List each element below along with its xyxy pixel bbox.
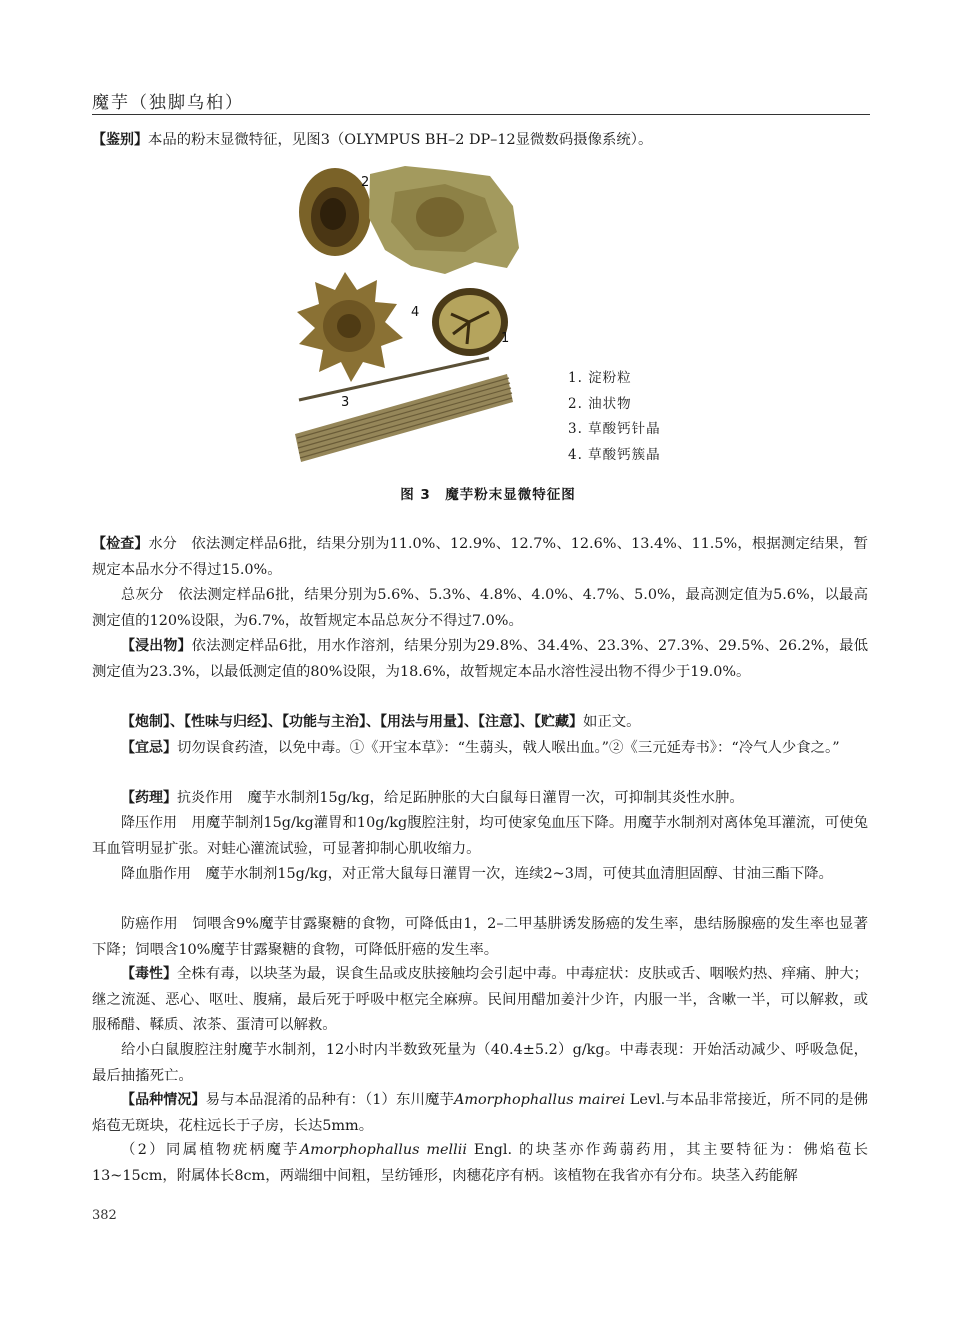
header-title: 魔芋（独脚乌桕）: [92, 93, 244, 113]
hypotensive-text: 用魔芋制剂15g/kg灌胃和10g/kg腹腔注射，均可使家兔血压下降。用魔芋水制剂对离体兔耳灌流，可使兔耳血管明显扩张。对蛙心灌流试验，可显著抑制心肌收缩力。: [92, 815, 868, 857]
toxicity-paragraph-2: [92, 1038, 868, 1089]
identification-paragraph: [92, 128, 868, 154]
hypotensive-paragraph: [92, 811, 868, 862]
figure-number-2: 2: [361, 175, 370, 190]
anti-inflammatory-subhead: 抗炎作用: [177, 790, 233, 806]
legend-item: 4. 草酸钙簇晶: [568, 446, 661, 463]
lipid-paragraph: [92, 862, 868, 888]
inspection-paragraph: [92, 532, 868, 583]
anti-inflammatory-paragraph: [92, 786, 868, 812]
varieties-paragraph-2: [92, 1138, 868, 1189]
extract-label: 【浸出物】: [121, 638, 192, 654]
lipid-text: 魔芋水制剂15g/kg，对正常大鼠每日灌胃一次，连续2~3周，可使其血清胆固醇、甘油三酯下降。: [205, 866, 833, 882]
contra-label: 【宜忌】: [121, 740, 177, 756]
contra-paragraph: [92, 736, 868, 762]
contra-text: 切勿误食药渣，以免中毒。①《开宝本草》：“生蒻头，戟人喉出血。”②《三元延寿书》：“冷气人少食之。”: [177, 740, 840, 756]
extract-text: 依法测定样品6批，用水作溶剂，结果分别为29.8%、34.4%、23.3%、27.3%、29.5%、26.2%，最低测定值为23.3%，以最低测定值的80%设限，为18.6%，故暂规定本品水溶性浸出物不得少于19.0%。: [92, 638, 869, 680]
water-text: 依法测定样品6批，结果分别为11.0%、12.9%、12.7%、12.6%、13.4%、11.5%，根据测定结果，暂规定本品水分不得过15.0%。: [92, 536, 868, 578]
extract-paragraph: [92, 634, 868, 685]
toxicity-text-2: 给小白鼠腹腔注射魔芋水制剂，12小时内半数致死量为（40.4±5.2）g/kg。中毒表现：开始活动减少、呼吸急促，最后抽搐死亡。: [92, 1042, 868, 1084]
figure-number-1: 1: [501, 331, 510, 346]
page-number: 382: [92, 1208, 117, 1223]
processing-text: 如正文。: [583, 714, 641, 730]
ash-text: 依法测定样品6批，结果分别为5.6%、5.3%、4.8%、4.0%、4.7%、5.0%，最高测定值为5.6%，以最高测定值的120%设限，为6.7%，故暂规定本品总灰分不得过7.0%。: [92, 587, 869, 629]
lipid-subhead: 降血脂作用: [121, 866, 191, 882]
legend-item: 3. 草酸钙针晶: [568, 421, 661, 437]
varieties-paragraph: [92, 1088, 868, 1139]
ash-subhead: 总灰分: [121, 587, 164, 603]
varieties-label: 【品种情况】: [121, 1092, 206, 1108]
varieties-text-a: 易与本品混淆的品种有：（1）东川魔芋: [205, 1092, 454, 1108]
pharmacology-label: 【药理】: [121, 790, 177, 806]
microscopy-image: [285, 162, 525, 492]
anti-inflammatory-text: 魔芋水制剂15g/kg，给足跖肿胀的大白鼠每日灌胃一次，可抑制其炎性水肿。: [247, 790, 744, 806]
figure-legend: [568, 366, 661, 468]
toxicity-label: 【毒性】: [121, 966, 178, 982]
identification-text: 本品的粉末显微特征，见图3（OLYMPUS BH–2 DP–12显微数码摄像系统）。: [148, 132, 653, 148]
inspection-label: 【检查】: [92, 536, 149, 552]
ash-paragraph: [92, 583, 868, 634]
figure-number-3: 3: [341, 395, 350, 410]
processing-paragraph: [92, 710, 868, 736]
latin-name-2: Amorphophallus mellii: [299, 1142, 467, 1158]
processing-label: 【炮制】、【性味与归经】、【功能与主治】、【用法与用量】、【注意】、【贮藏】: [121, 714, 583, 730]
legend-item: 1. 淀粉粒: [568, 370, 632, 386]
figure-caption: 图 3 魔芋粉末显微特征图: [400, 487, 576, 503]
varieties-text2-a: （2）同属植物疣柄魔芋: [121, 1142, 300, 1158]
figure-number-4: 4: [411, 305, 420, 320]
latin-name-a: Amorphophallus mairei: [453, 1092, 626, 1108]
header-rule: [92, 114, 870, 115]
varieties-text2-b: Engl. 的块茎亦作蒟蒻药用，其主要特征为：佛焰苞长13~15cm，附属体长8cm，两端细中间粗，呈纺锤形，肉穗花序有柄。该植物在我省亦有分布。块茎入药能解: [92, 1142, 868, 1184]
microscopy-figure: [285, 162, 525, 492]
varieties-text-b: Levl.与本品非常接近，所不同的是佛焰苞无斑块，花柱远长于子房，长达5mm。: [92, 1092, 868, 1134]
hypotensive-subhead: 降压作用: [121, 815, 178, 831]
toxicity-paragraph: [92, 962, 868, 1039]
anticancer-text: 饲喂含9%魔芋甘露聚糖的食物，可降低由1，2–二甲基肼诱发肠癌的发生率，患结肠腺癌的发生率也显著下降；饲喂含10%魔芋甘露聚糖的食物，可降低肝癌的发生率。: [92, 916, 869, 958]
page-header: [92, 88, 872, 114]
water-subhead: 水分: [148, 536, 177, 552]
anticancer-paragraph: [92, 912, 868, 963]
identification-label: 【鉴别】: [92, 132, 148, 148]
toxicity-text: 全株有毒，以块茎为最，误食生品或皮肤接触均会引起中毒。中毒症状：皮肤或舌、咽喉灼热、痒痛、肿大；继之流涎、恶心、呕吐、腹痛，最后死于呼吸中枢完全麻痹。民间用醋加姜汁少许，内服一半，含嗽一半，可以解救，或服稀醋、鞣质、浓茶、蛋清可以解救。: [92, 966, 869, 1033]
legend-item: 2. 油状物: [568, 395, 632, 412]
anticancer-subhead: 防癌作用: [121, 916, 178, 932]
